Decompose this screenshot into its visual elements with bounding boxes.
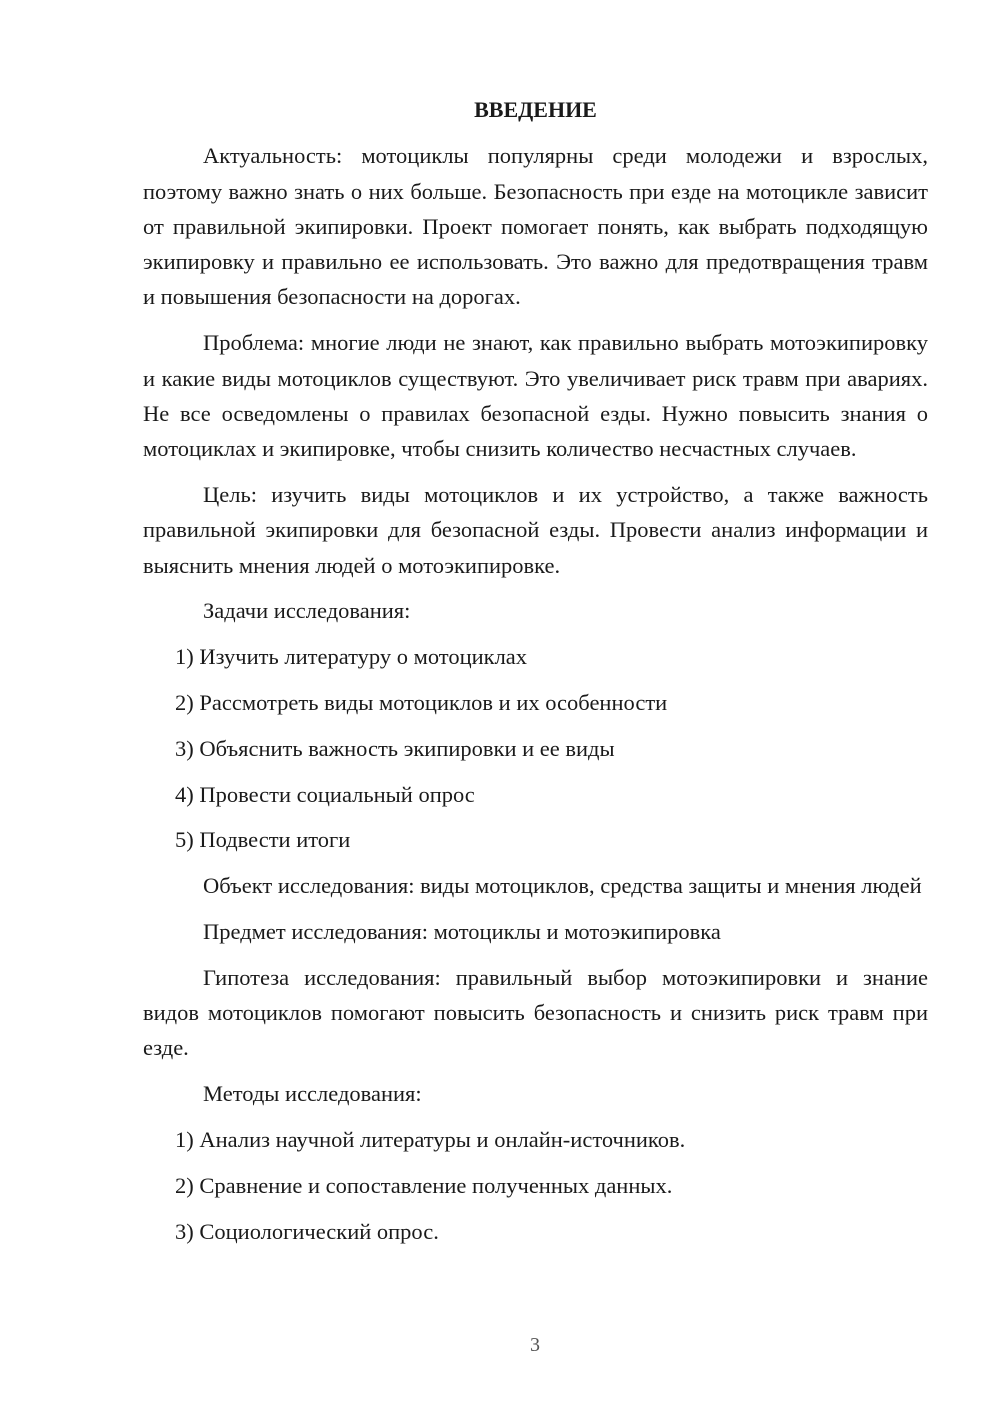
methods-label: Методы исследования: bbox=[203, 1081, 422, 1107]
list-item: 3) Объяснить важность экипировки и ее виды bbox=[175, 735, 615, 761]
page-number: 3 bbox=[530, 1334, 540, 1356]
list-item: 4) Провести социальный опрос bbox=[175, 781, 475, 807]
list-item: 3) Социологический опрос. bbox=[175, 1218, 439, 1244]
problem-paragraph: Проблема: многие люди не знают, как правильно выбрать мотоэкипировку и какие виды мотоциклов существуют. Это увеличивает риск травм при авариях. Не все осведомлены о правилах безопасной езды. Нужно повысить знания о мотоциклах и экипировке, чтобы снизить количество несчастных случаев. bbox=[143, 330, 928, 462]
object-paragraph: Объект исследования: виды мотоциклов, средства защиты и мнения людей bbox=[203, 873, 922, 899]
methods-list bbox=[143, 1122, 928, 1249]
goal-paragraph: Цель: изучить виды мотоциклов и их устройство, а также важность правильной экипировки для безопасной езды. Провести анализ информации и выяснить мнения людей о мотоэкипировке. bbox=[143, 481, 928, 578]
list-item: 2) Сравнение и сопоставление полученных данных. bbox=[175, 1172, 673, 1198]
list-item: 5) Подвести итоги bbox=[175, 827, 351, 853]
document-page bbox=[143, 92, 928, 1259]
relevance-paragraph: Актуальность: мотоциклы популярны среди молодежи и взрослых, поэтому важно знать о них больше. Безопасность при езде на мотоцикле зависит от правильной экипировки. Проект помогает понять, как выбрать подходящую экипировку и правильно ее использовать. Это важно для предотвращения травм и повышения безопасности на дорогах. bbox=[143, 143, 928, 310]
hypothesis-paragraph: Гипотеза исследования: правильный выбор мотоэкипировки и знание видов мотоциклов помогают повысить безопасность и снизить риск травм при езде. bbox=[143, 964, 928, 1061]
subject-paragraph: Предмет исследования: мотоциклы и мотоэкипировка bbox=[203, 918, 721, 944]
tasks-label: Задачи исследования: bbox=[203, 598, 411, 624]
list-item: 1) Анализ научной литературы и онлайн-источников. bbox=[175, 1126, 686, 1152]
tasks-list bbox=[143, 639, 928, 857]
list-item: 1) Изучить литературу о мотоциклах bbox=[175, 644, 528, 670]
list-item: 2) Рассмотреть виды мотоциклов и их особенности bbox=[175, 689, 668, 715]
page-title: ВВЕДЕНИЕ bbox=[474, 97, 597, 122]
